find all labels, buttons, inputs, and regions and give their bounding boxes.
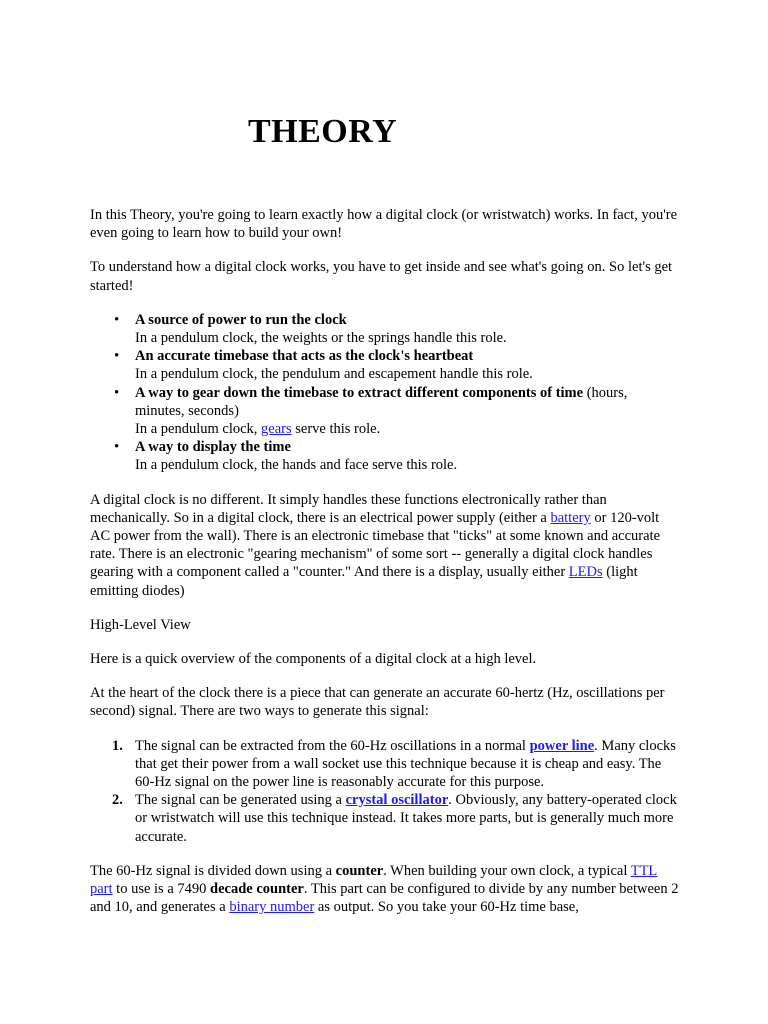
section-heading-high-level-view: High-Level View — [90, 616, 191, 633]
digital-clock-paragraph — [90, 491, 680, 600]
intro-paragraph-1: In this Theory, you're going to learn exactly how a digital clock (or wristwatch) works. In fact, you're even going to learn how to build your own! — [90, 207, 678, 242]
text-run: The signal can be extracted from the 60-Hz oscillations in a normal — [135, 737, 530, 754]
list-number: 2. — [112, 792, 123, 809]
list-item-heading: An accurate timebase that acts as the clock's heartbeat — [135, 348, 474, 365]
list-item-heading-tail: (hours, minutes, seconds) — [135, 384, 628, 419]
list-item-heading: A way to display the time — [135, 439, 291, 456]
text-run: (light emitting diodes) — [90, 564, 638, 599]
page-title: THEORY — [248, 113, 398, 150]
battery-link[interactable]: battery — [550, 509, 591, 526]
text-run: or 120-volt AC power from the wall). There is an electronic timebase that "ticks" at some known and accurate rate. There is an electronic "gearing mechanism" of some sort -- generally a digital clock handles gearing with a component called a "counter." And there is a display, usually either — [90, 509, 661, 581]
text-run: . Many clocks that get their power from a wall socket use this technique because it is cheap and easy. The 60-Hz signal on the power line is reasonably accurate for this purpose. — [135, 737, 676, 791]
heart-of-clock-paragraph: At the heart of the clock there is a piece that can generate an accurate 60-hertz (Hz, oscillations per second) signal. There are two ways to generate this signal: — [90, 685, 665, 720]
bold-term-counter: counter — [335, 862, 384, 879]
counter-paragraph — [90, 862, 680, 917]
list-item-description: In a pendulum clock, the weights or the springs handle this role. — [135, 330, 507, 347]
document-body — [90, 206, 680, 933]
list-item — [112, 791, 680, 846]
binary-number-link[interactable]: binary number — [229, 899, 315, 916]
list-item-description-suffix: serve this role. — [291, 421, 381, 438]
list-item-description: In a pendulum clock, the hands and face serve this role. — [135, 457, 458, 474]
text-run: as output. So you take your 60-Hz time base, — [314, 899, 579, 916]
text-run: . This part can be configured to divide by any number between 2 and 10, and generates a — [90, 881, 679, 916]
text-run: . When building your own clock, a typical — [383, 862, 631, 879]
crystal-oscillator-link[interactable]: crystal oscillator — [345, 792, 449, 809]
list-item — [135, 438, 680, 474]
clock-components-list — [90, 311, 680, 475]
list-item-heading: A way to gear down the timebase to extract different components of time — [135, 384, 584, 401]
list-item-description-prefix: In a pendulum clock, — [135, 421, 262, 438]
leds-link[interactable]: LEDs — [568, 564, 603, 581]
ttl-part-link[interactable]: TTL part — [90, 862, 658, 898]
text-run: . Obviously, any battery-operated clock or wristwatch will use this technique instead. It takes more parts, but is generally much more accurate. — [135, 792, 677, 845]
bold-term-decade-counter: decade counter — [210, 881, 304, 898]
gears-link[interactable]: gears — [261, 421, 292, 438]
power-line-link[interactable]: power line — [529, 737, 595, 754]
text-run: The signal can be generated using a — [135, 792, 346, 809]
list-item — [135, 347, 680, 383]
signal-methods-list — [90, 737, 680, 846]
text-run: The 60-Hz signal is divided down using a — [90, 862, 336, 879]
list-item-heading: A source of power to run the clock — [135, 311, 347, 328]
list-item-description: In a pendulum clock, the pendulum and escapement handle this role. — [135, 366, 533, 383]
text-run: to use is a 7490 — [112, 881, 211, 898]
list-item — [135, 311, 680, 347]
intro-paragraph-2: To understand how a digital clock works, you have to get inside and see what's going on. So let's get started! — [90, 259, 673, 294]
list-item — [112, 737, 680, 792]
text-run: A digital clock is no different. It simply handles these functions electronically rather than mechanically. So in a digital clock, there is an electrical power supply (either a — [90, 491, 607, 526]
list-number: 1. — [112, 737, 123, 754]
overview-paragraph: Here is a quick overview of the components of a digital clock at a high level. — [90, 651, 537, 668]
list-item — [135, 384, 680, 439]
